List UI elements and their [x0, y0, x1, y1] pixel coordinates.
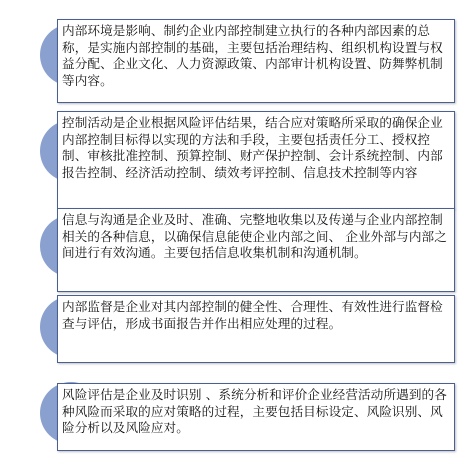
card-internal-supervision	[57, 295, 455, 363]
card-text: 内部环境是影响、制约企业内部控制建立执行的各种内部因素的总称，是实施内部控制的基础，主要包括治理结构、组织机构设置与权益分配、企业文化、人力资源政策、内部审计机构设置、防舞弊机制等内容。	[62, 23, 443, 88]
card-text: 风险评估是企业及时识别 、系统分析和评价企业经营活动所遇到的各种风险而采取的应对策略的过程，主要包括目标设定、风险识别、风险分析以及风险应对。	[62, 387, 447, 435]
card-internal-environment	[57, 19, 455, 103]
card-text: 内部监督是企业对其内部控制的健全性、合理性、有效性进行监督检查与评估，形成书面报告并作出相应处理的过程。	[62, 299, 443, 331]
card-information-communication	[57, 208, 455, 292]
card-text: 信息与沟通是企业及时、准确、完整地收集以及传递与企业内部控制相关的各种信息，以确保信息能使企业内部之间、 企业外部与内部之间进行有效沟通。主要包括信息收集机制和沟通机制。	[62, 212, 447, 260]
card-text: 控制活动是企业根据风险评估结果，结合应对策略所采取的确保企业内部控制目标得以实现的方法和手段，主要包括责任分工、授权控制、审核批准控制、预算控制、财产保护控制、会计系统控制、内部报告控制、经济活动控制、绩效考评控制、信息技术控制等内容	[62, 115, 443, 180]
card-risk-assessment	[57, 383, 455, 451]
card-control-activities	[57, 111, 455, 209]
